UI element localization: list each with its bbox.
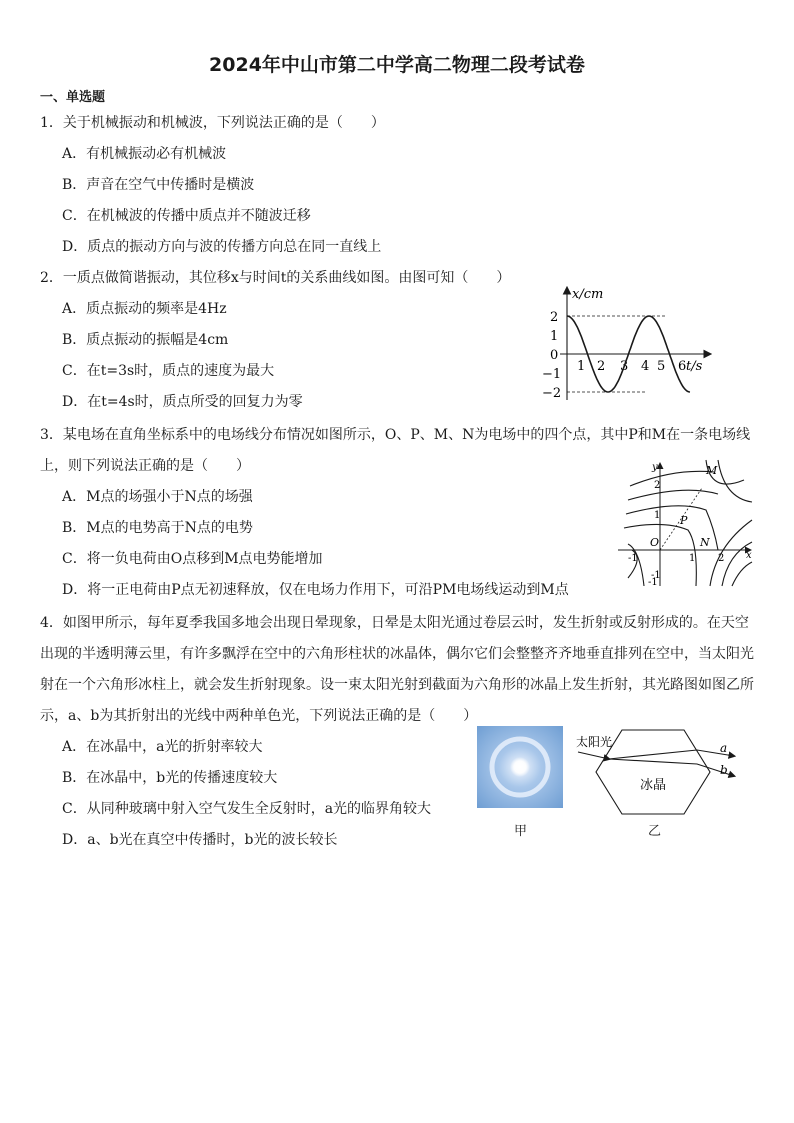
q2-option-d: D．在t=4s时，质点所受的回复力为零 (62, 394, 303, 410)
q3-option-b: B．M点的电势高于N点的电势 (62, 520, 253, 536)
q3-xtick-1: 1 (689, 553, 696, 564)
q2-xtick-5: 5 (657, 359, 666, 374)
q3-xtick-2: 2 (718, 553, 725, 564)
q3-label-x: x (746, 550, 752, 561)
q3-label-m: M (706, 464, 718, 477)
q1-option-b: B．声音在空气中传播时是横波 (62, 177, 255, 193)
q3-stem-line-1: 3．某电场在直角坐标系中的电场线分布情况如图所示，O、P、M、N为电场中的四个点，其中P和M在一条电场线 (40, 427, 751, 443)
q3-ytick-1: 1 (654, 510, 661, 521)
q2-xlabel: t/s (686, 359, 703, 374)
ice-hexagon (596, 730, 710, 814)
exam-title: 2024年中山市第二中学高二物理二段考试卷 (209, 54, 585, 76)
q3-option-d: D．将一正电荷由P点无初速释放，仅在电场力作用下，可沿PM电场线运动到M点 (62, 582, 569, 598)
q4-stem-line-4: 示，a、b为其折射出的光线中两种单色光，下列说法正确的是（ ） (40, 708, 478, 724)
q3-field-lines (624, 460, 752, 586)
q3-stem-line-2: 上，则下列说法正确的是（ ） (40, 458, 250, 474)
q2-ytick-0: 0 (550, 348, 559, 363)
q2-displacement-graph (538, 282, 718, 406)
sun-icon (510, 757, 530, 777)
ice-label: 冰晶 (640, 778, 667, 793)
q1-stem: 1．关于机械振动和机械波，下列说法正确的是（ ） (40, 115, 385, 131)
q4-stem-line-1: 4．如图甲所示，每年夏季我国多地会出现日晕现象，日晕是太阳光通过卷层云时，发生折射或反射形成的。在天空 (40, 615, 749, 631)
q3-field-diagram (614, 458, 756, 590)
q3-option-c: C．将一负电荷由O点移到M点电势能增加 (62, 551, 323, 567)
q4-stem-line-2: 出现的半透明薄云里，有许多飘浮在空中的六角形柱状的冰晶体，偶尔它们会整整齐齐地垂直排列在空中，当太阳光 (40, 646, 754, 662)
q3-label-o: O (650, 536, 660, 549)
ray-b (609, 759, 734, 776)
q3-label-n: N (700, 536, 710, 549)
q3-option-a: A．M点的场强小于N点的场强 (62, 489, 253, 505)
q2-ytick-neg2: −2 (542, 386, 562, 401)
ray-a-label: a (720, 741, 728, 755)
q3-label-y: y (652, 462, 658, 473)
q3-ytick-neg1: -1 (651, 570, 661, 581)
q3-xtick-neg1: -1 (628, 553, 638, 564)
q4-option-c: C．从同种玻璃中射入空气发生全反射时，a光的临界角较大 (62, 801, 432, 817)
q4-option-b: B．在冰晶中，b光的传播速度较大 (62, 770, 278, 786)
q2-ylabel: x/cm (572, 287, 604, 302)
q4-figure-jia-caption: 甲 (514, 824, 528, 839)
incident-ray (578, 752, 609, 759)
q2-xtick-2: 2 (597, 359, 606, 374)
q2-xtick-1: 1 (577, 359, 586, 374)
section-heading: 一、单选题 (40, 90, 106, 105)
q2-ytick-neg1: −1 (542, 367, 562, 382)
q2-option-a: A．质点振动的频率是4Hz (62, 301, 227, 317)
q2-option-c: C．在t=3s时，质点的速度为最大 (62, 363, 275, 379)
q2-option-b: B．质点振动的振幅是4cm (62, 332, 229, 348)
q4-ice-crystal-diagram (574, 726, 742, 816)
q2-xtick-4: 4 (641, 359, 650, 374)
q3-ytick-2: 2 (654, 480, 661, 491)
q2-xtick-6: 6 (678, 359, 687, 374)
q1-option-d: D．质点的振动方向与波的传播方向总在同一直线上 (62, 239, 382, 255)
ray-b-label: b (720, 763, 728, 777)
q2-ytick-2: 2 (550, 310, 559, 325)
q4-halo-photo (477, 726, 563, 808)
sunlight-label: 太阳光 (576, 735, 613, 749)
q3-ytick-neg1-b: -1 (648, 577, 658, 588)
q4-option-d: D．a、b光在真空中传播时，b光的波长较长 (62, 832, 338, 848)
q3-label-p: P (680, 514, 688, 527)
q4-figure-yi-caption: 乙 (648, 824, 662, 839)
q1-option-a: A．有机械振动必有机械波 (62, 146, 227, 162)
q2-ytick-1: 1 (550, 329, 559, 344)
ray-a (609, 750, 734, 759)
q4-option-a: A．在冰晶中，a光的折射率较大 (62, 739, 263, 755)
q2-stem: 2．一质点做简谐振动，其位移x与时间t的关系曲线如图。由图可知（ ） (40, 270, 511, 286)
q2-xtick-3: 3 (620, 359, 629, 374)
q4-stem-line-3: 射在一个六角形冰柱上，就会发生折射现象。设一束太阳光射到截面为六角形的冰晶上发生折射，其光路图如图乙所 (40, 677, 754, 693)
q1-option-c: C．在机械波的传播中质点并不随波迁移 (62, 208, 311, 224)
